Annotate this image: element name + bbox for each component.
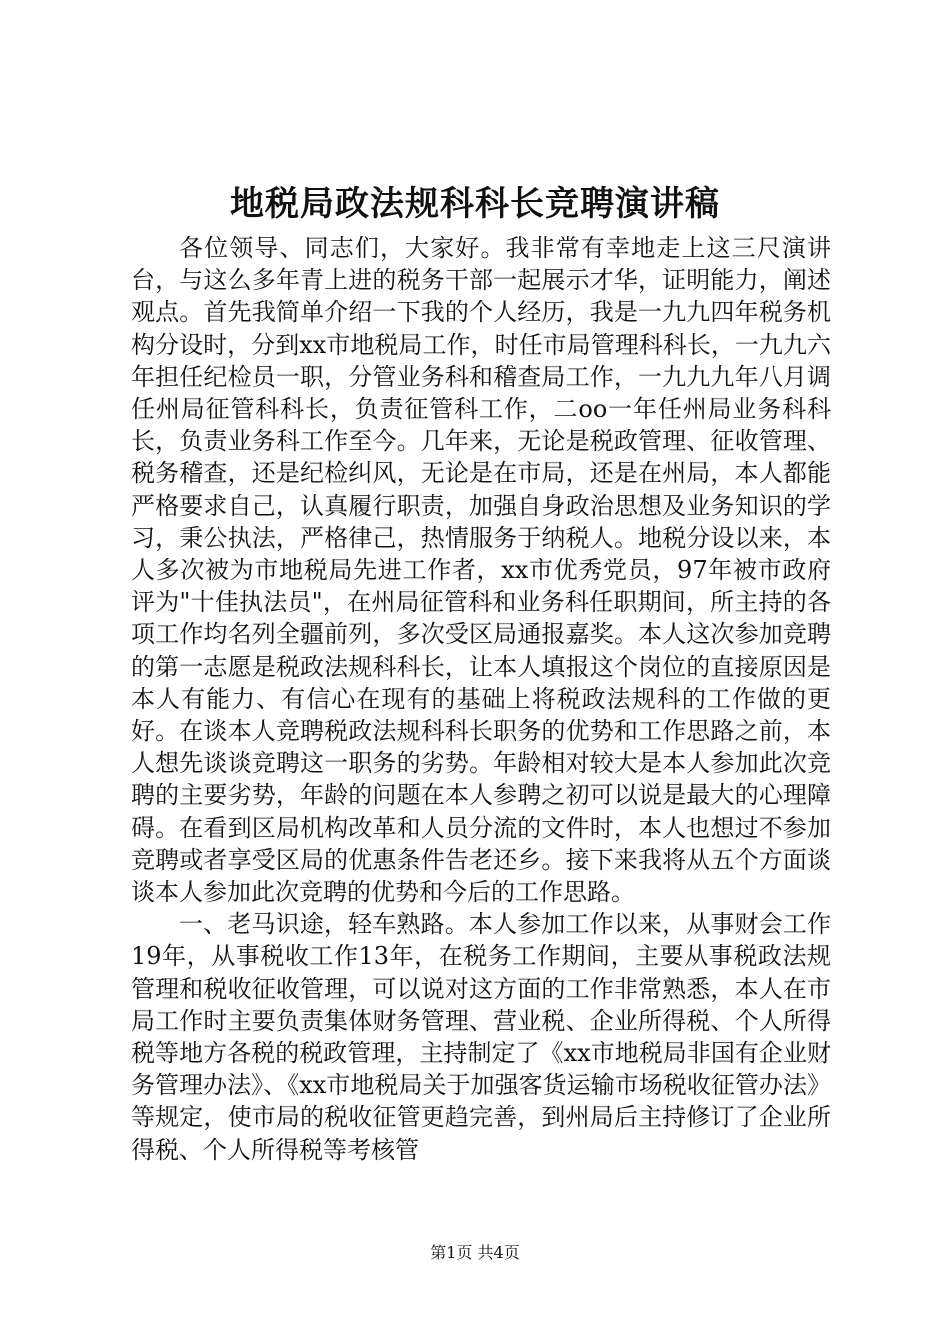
paragraph: 各位领导、同志们，大家好。我非常有幸地走上这三尺演讲台，与这么多年青上进的税务干部一起展示才华，证明能力，阐述观点。首先我简单介绍一下我的个人经历，我是一九九四年税务机构分设时，分到xx市地税局工作，时任市局管理科科长，一九九六年担任纪检员一职，分管业务科和稽查局工作，一九九九年八月调任州局征管科科长，负责征管科工作，二oo一年任州局业务科科长，负责业务科工作至今。几年来，无论是税政管理、征收管理、税务稽查，还是纪检纠风，无论是在市局，还是在州局，本人都能严格要求自己，认真履行职责，加强自身政治思想及业务知识的学习，秉公执法，严格律己，热情服务于纳税人。地税分设以来，本人多次被为市地税局先进工作者，xx市优秀党员，97年被市政府评为"十佳执法员"，在州局征管科和业务科任职期间，所主持的各项工作均名列全疆前列，多次受区局通报嘉奖。本人这次参加竞聘的第一志愿是税政法规科科长，让本人填报这个岗位的直接原因是本人有能力、有信心在现有的基础上将税政法规科的工作做的更好。在谈本人竞聘税政法规科科长职务的优势和工作思路之前，本人想先谈谈竞聘这一职务的劣势。年龄相对较大是本人参加此次竞聘的主要劣势，年龄的问题在本人参聘之初可以说是最大的心理障碍。在看到区局机构改革和人员分流的文件时，本人也想过不参加竞聘或者享受区局的优惠条件告老还乡。接下来我将从五个方面谈谈本人参加此次竞聘的优势和今后的工作思路。 — [131, 234, 831, 907]
document-title: 地税局政法规科科长竞聘演讲稿 — [230, 184, 720, 224]
page-footer: 第1页 共4页 — [430, 1243, 520, 1262]
document-body — [131, 232, 831, 1166]
paragraph: 一、老马识途，轻车熟路。本人参加工作以来，从事财会工作19年，从事税收工作13年，在税务工作期间，主要从事税政法规管理和税收征收管理，可以说对这方面的工作非常熟悉，本人在市局工作时主要负责集体财务管理、营业税、企业所得税、个人所得税等地方各税的税政管理，主持制定了《xx市地税局非国有企业财务管理办法》、《xx市地税局关于加强客货运输市场税收征管办法》等规定，使市局的税收征管更趋完善，到州局后主持修订了企业所得税、个人所得税等考核管 — [131, 910, 831, 1164]
